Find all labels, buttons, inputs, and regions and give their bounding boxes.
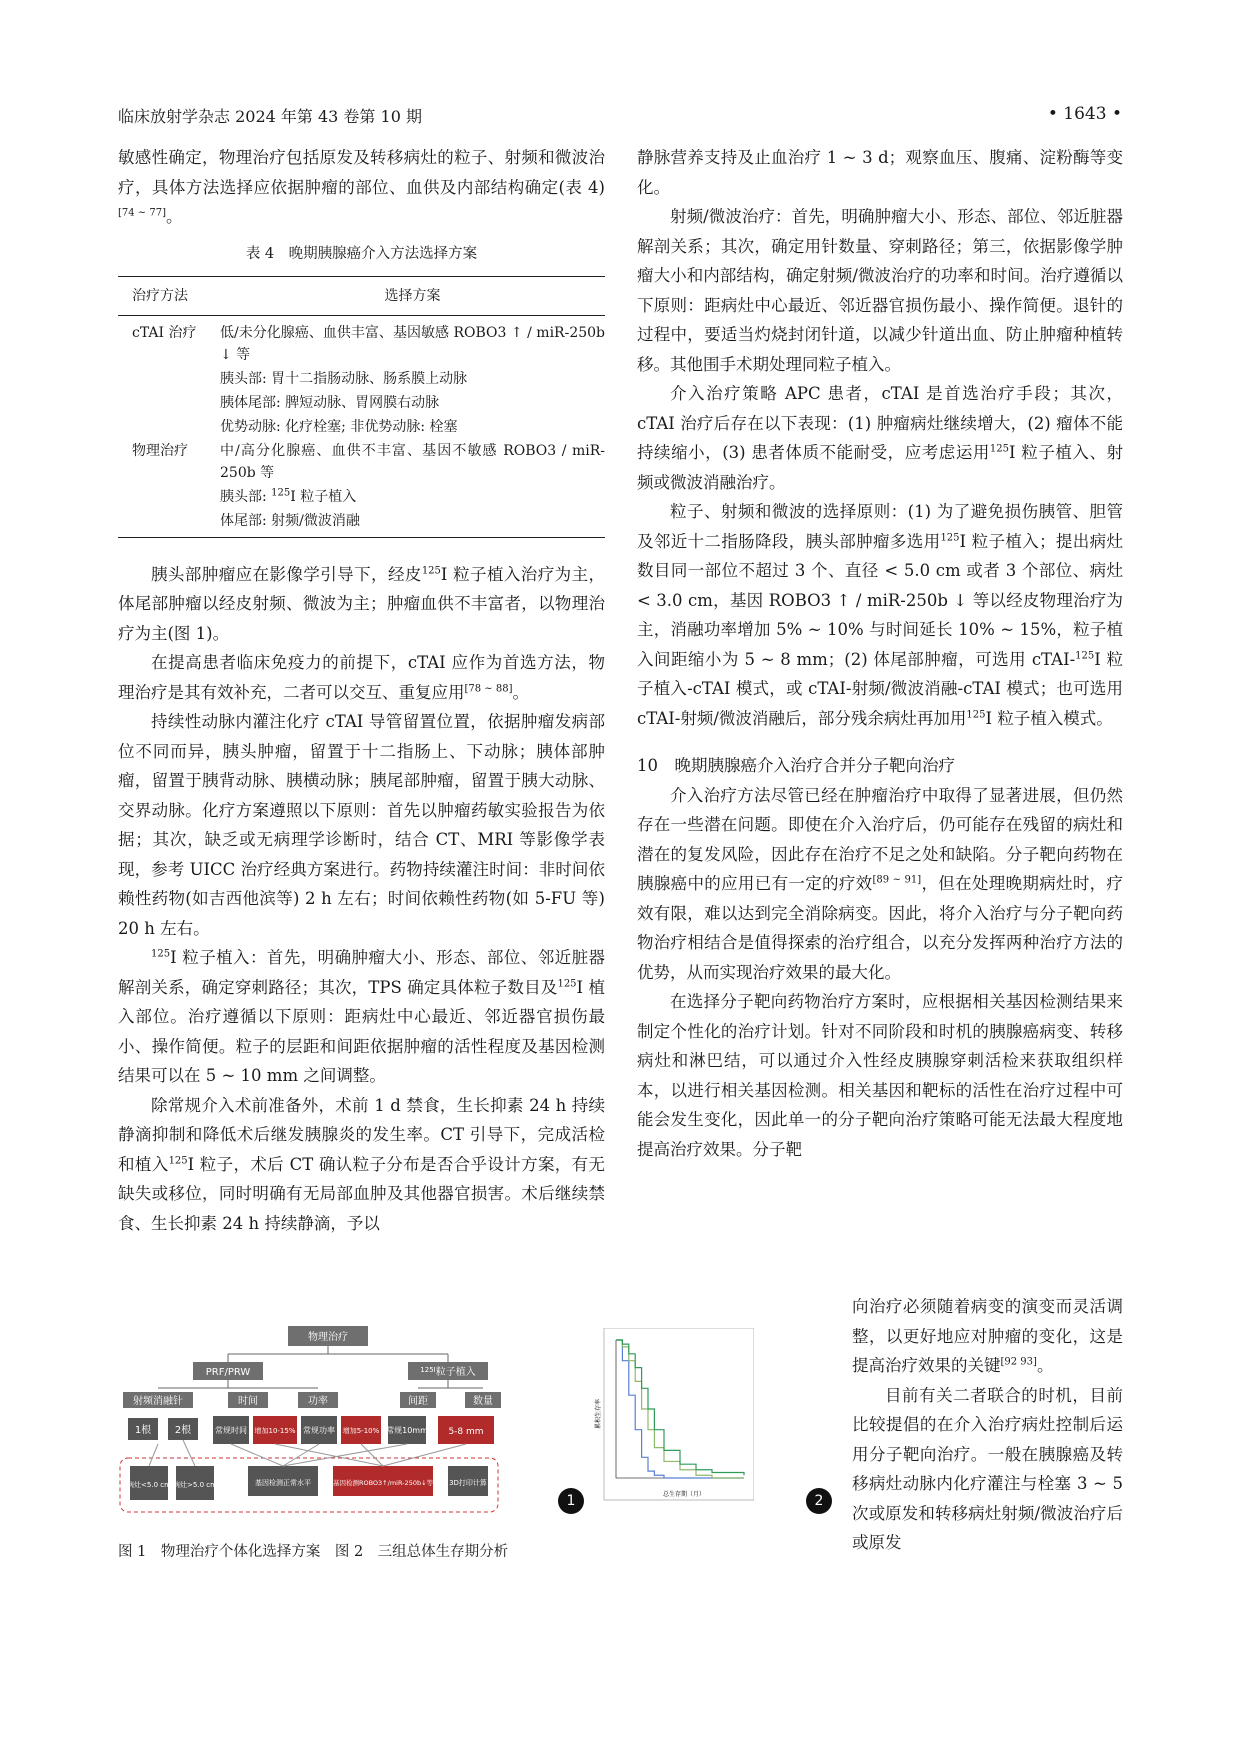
flow-leaf-label: 5-8 mm xyxy=(448,1427,484,1437)
page-number: • 1643 • xyxy=(1047,104,1122,124)
chart-xlabel: 总生存期（月） xyxy=(662,1491,706,1498)
figure-1-badge: 1 xyxy=(558,1488,584,1514)
paragraph: 射频/微波治疗：首先，明确肿瘤大小、形态、部位、邻近脏器解剖关系；其次，确定用针数量、穿刺路径；第三，依据影像学肿瘤大小和内部结构，确定射频/微波治疗的功率和时间。治疗遵循以下原则：距病灶中心最近、邻近器官损伤最小、操作简便。退针的过程中，要适当灼烧封闭针道，以减少针道出血、防止肿瘤种植转移。其他围手术期处理同粒子植入。 xyxy=(637,207,1123,374)
table-row: cTAI 治疗 低/未分化腺癌、血供丰富、基因敏感 ROBO3 ↑ / miR-250b ↓ 等 xyxy=(132,324,605,363)
paragraph: 胰头部肿瘤应在影像学引导下，经皮$^{125}$I 粒子植入治疗为主，体尾部肿瘤以经皮射频、微波为主；肿瘤血供不丰富者，以物理治疗为主(图 1)。 xyxy=(118,564,605,643)
figure-1-flowchart xyxy=(118,1320,548,1530)
flow-leaf-label: 2根 xyxy=(174,1425,192,1436)
table-row: 优势动脉: 化疗栓塞; 非优势动脉: 栓塞 xyxy=(220,418,458,435)
table-caption: 表 4 晚期胰腺癌介入方法选择方案 xyxy=(245,245,478,262)
flow-node-label: 时间 xyxy=(238,1396,258,1407)
table-row: 物理治疗 中/高分化腺癌、血供不丰富、基因不敏感 ROBO3 / miR-250b 等 xyxy=(132,442,605,481)
paragraph: 除常规介入术前准备外，术前 1 d 禁食，生长抑素 24 h 持续静滴抑制和降低术后继发胰腺炎的发生率。CT 引导下，完成活检和植入$^{125}$I 粒子，术后 CT 确认粒子分布是否合乎设计方案，有无缺失或移位，同时明确有无局部血肿及其他器官损害。术后继续禁食、生长抑素 24 h 持续静滴，予以 xyxy=(118,1095,605,1233)
flow-node-label: PRF/PRW xyxy=(205,1367,251,1378)
section-heading: 10 晚期胰腺癌介入治疗合并分子靶向治疗 xyxy=(637,756,955,775)
table-row: 胰头部: 胃十二指肠动脉、肠系膜上动脉 xyxy=(220,370,468,387)
left-column xyxy=(118,143,605,1238)
flow-node-label: 间距 xyxy=(408,1396,428,1407)
table-row: 体尾部: 射频/微波消融 xyxy=(118,509,605,538)
flow-leaf-label: 1根 xyxy=(134,1425,152,1436)
flow-leaf-label: 增加10-15% xyxy=(254,1427,296,1435)
flow-bottom-label: 3D打印计算 xyxy=(449,1479,487,1487)
paragraph: 介入治疗方法尽管已经在肿瘤治疗中取得了显著进展，但仍然存在一些潜在问题。即使在介入治疗后，仍可能存在残留的病灶和潜在的复发风险，因此存在治疗不足之处和缺陷。分子靶向药物在胰腺癌中的应用已有一定的疗效[89 ~ 91]，但在处理晚期病灶时，疗效有限，难以达到完全消除病变。因此，将介入治疗与分子靶向药物治疗相结合是值得探索的治疗组合，以充分发挥两种治疗方法的优势，从而实现治疗效果的最大化。 xyxy=(637,785,1123,982)
table-header: 治疗方法 xyxy=(118,276,220,315)
running-header xyxy=(118,104,1122,126)
table-row: 胰头部: $^{125}$I 粒子植入 xyxy=(220,486,357,505)
flow-node-label: 物理治疗 xyxy=(308,1332,348,1343)
chart-ylabel: 累积生存率 xyxy=(595,1398,602,1430)
paragraph: 在提高患者临床免疫力的前提下，cTAI 应作为首选方法，物理治疗是其有效补充，二者可以交互、重复应用[78 ~ 88]。 xyxy=(118,653,605,702)
flow-bottom-label: 基因检测ROBO3↑/miR-250b↓等 xyxy=(332,1479,434,1487)
flow-node-label: 数量 xyxy=(473,1396,493,1407)
journal-name: 临床放射学杂志 2024 年第 43 卷第 10 期 xyxy=(118,107,422,126)
paragraph: 目前有关二者联合的时机，目前比较提倡的在介入治疗病灶控制后运用分子靶向治疗。一般在胰腺癌及转移病灶动脉内化疗灌注与栓塞 3 ~ 5 次或原发和转移病灶射频/微波治疗后或原发 xyxy=(852,1385,1123,1552)
flow-node-label: 射频消融针 xyxy=(133,1396,183,1407)
flow-leaf-label: 常规功率 xyxy=(303,1426,335,1435)
paragraph: 持续性动脉内灌注化疗 cTAI 导管留置位置，依据肿瘤发病部位不同而异，胰头肿瘤，留置于十二指肠上、下动脉；胰体部肿瘤，留置于胰背动脉、胰横动脉；胰尾部肿瘤，留置于胰大动脉、交界动脉。化疗方案遵照以下原则：首先以肿瘤药敏实验报告为依据；其次，缺乏或无病理学诊断时，结合 CT、MRI 等影像学表现，参考 UICC 治疗经典方案进行。药物持续灌注时间：非时间依赖性药物(如吉西他滨等) 2 h 左右；时间依赖性药物(如 5-FU 等) 20 h 左右。 xyxy=(118,712,605,938)
table-4 xyxy=(118,276,605,538)
flow-bottom-label: 病灶<5.0 cm xyxy=(127,1481,171,1489)
flow-bottom-label: 基因检测正常水平 xyxy=(255,1479,311,1487)
flow-leaf-label: 常规时间 xyxy=(215,1426,247,1435)
paragraph: $^{125}$I 粒子植入：首先，明确肿瘤大小、形态、部位、邻近脏器解剖关系，确定穿刺路径；其次，TPS 确定具体粒子数目及$^{125}$I 植入部位。治疗遵循以下原则：距病灶中心最近、邻近器官损伤最小、操作简便。粒子的层距和间距依据肿瘤的活性程度及基因检测结果可以在 5 ~ 10 mm 之间调整。 xyxy=(118,948,606,1085)
table-row: 胰体尾部: 脾短动脉、胃网膜右动脉 xyxy=(220,394,440,411)
paragraph: 向治疗必须随着病变的演变而灵活调整，以更好地应对肿瘤的变化，这是提高治疗效果的关键[92 93]。 xyxy=(852,1297,1123,1375)
paragraph: 静脉营养支持及止血治疗 1 ~ 3 d；观察血压、腹痛、淀粉酶等变化。 xyxy=(637,148,1123,197)
flow-node-label: $^{125I}$粒子植入 xyxy=(420,1366,476,1378)
figure-2-badge: 2 xyxy=(806,1488,832,1514)
figure-row xyxy=(118,1320,838,1530)
table-header: 选择方案 xyxy=(220,276,605,315)
figure-caption: 图 1 物理治疗个体化选择方案 图 2 三组总体生存期分析 xyxy=(118,1544,509,1560)
flow-bottom-label: 病灶>5.0 cm xyxy=(173,1481,217,1489)
left-intro: 敏感性确定，物理治疗包括原发及转移病灶的粒子、射频和微波治疗，具体方法选择应依据肿瘤的部位、血供及内部结构确定(表 4)[74 ~ 77]。 xyxy=(118,148,605,226)
figure-2-survival-chart xyxy=(594,1328,754,1503)
right-column-wrap xyxy=(852,1292,1123,1558)
flow-node-label: 功率 xyxy=(308,1396,328,1407)
paragraph: 在选择分子靶向药物治疗方案时，应根据相关基因检测结果来制定个性化的治疗计划。针对不同阶段和时机的胰腺癌病变、转移病灶和淋巴结，可以通过介入性经皮胰腺穿刺活检来获取组织样本，以进行相关基因检测。相关基因和靶标的活性在治疗过程中可能会发生变化，因此单一的分子靶向治疗策略可能无法最大程度地提高治疗效果。分子靶 xyxy=(637,992,1123,1159)
flow-leaf-label: 增加5-10% xyxy=(342,1427,380,1435)
flow-leaf-label: 常规10mm xyxy=(386,1426,428,1435)
paragraph: 介入治疗策略 APC 患者，cTAI 是首选治疗手段；其次，cTAI 治疗后存在以下表现：(1) 肿瘤病灶继续增大，(2) 瘤体不能持续缩小，(3) 患者体质不能耐受，应考虑运用$^{125}$I 粒子植入、射频或微波消融治疗。 xyxy=(637,384,1123,492)
right-column xyxy=(637,143,1123,1164)
paragraph: 粒子、射频和微波的选择原则：(1) 为了避免损伤胰管、胆管及邻近十二指肠降段，胰头部肿瘤多选用$^{125}$I 粒子植入；提出病灶数目同一部位不超过 3 个、直径 < 5.0 cm 或者 3 个部位、病灶 < 3.0 cm，基因 ROBO3 ↑ / miR-250b ↓ 等以经皮物理治疗为主，消融功率增加 5% ~ 10% 与时间延长 10% ~ 15%，粒子植入间距缩小为 5 ~ 8 mm；(2) 体尾部肿瘤，可选用 cTAI-$^{125}$I 粒子植入-cTAI 模式，或 cTAI-射频/微波消融-cTAI 模式；也可选用 cTAI-射频/微波消融后，部分残余病灶再加用$^{125}$I 粒子植入模式。 xyxy=(637,502,1124,728)
